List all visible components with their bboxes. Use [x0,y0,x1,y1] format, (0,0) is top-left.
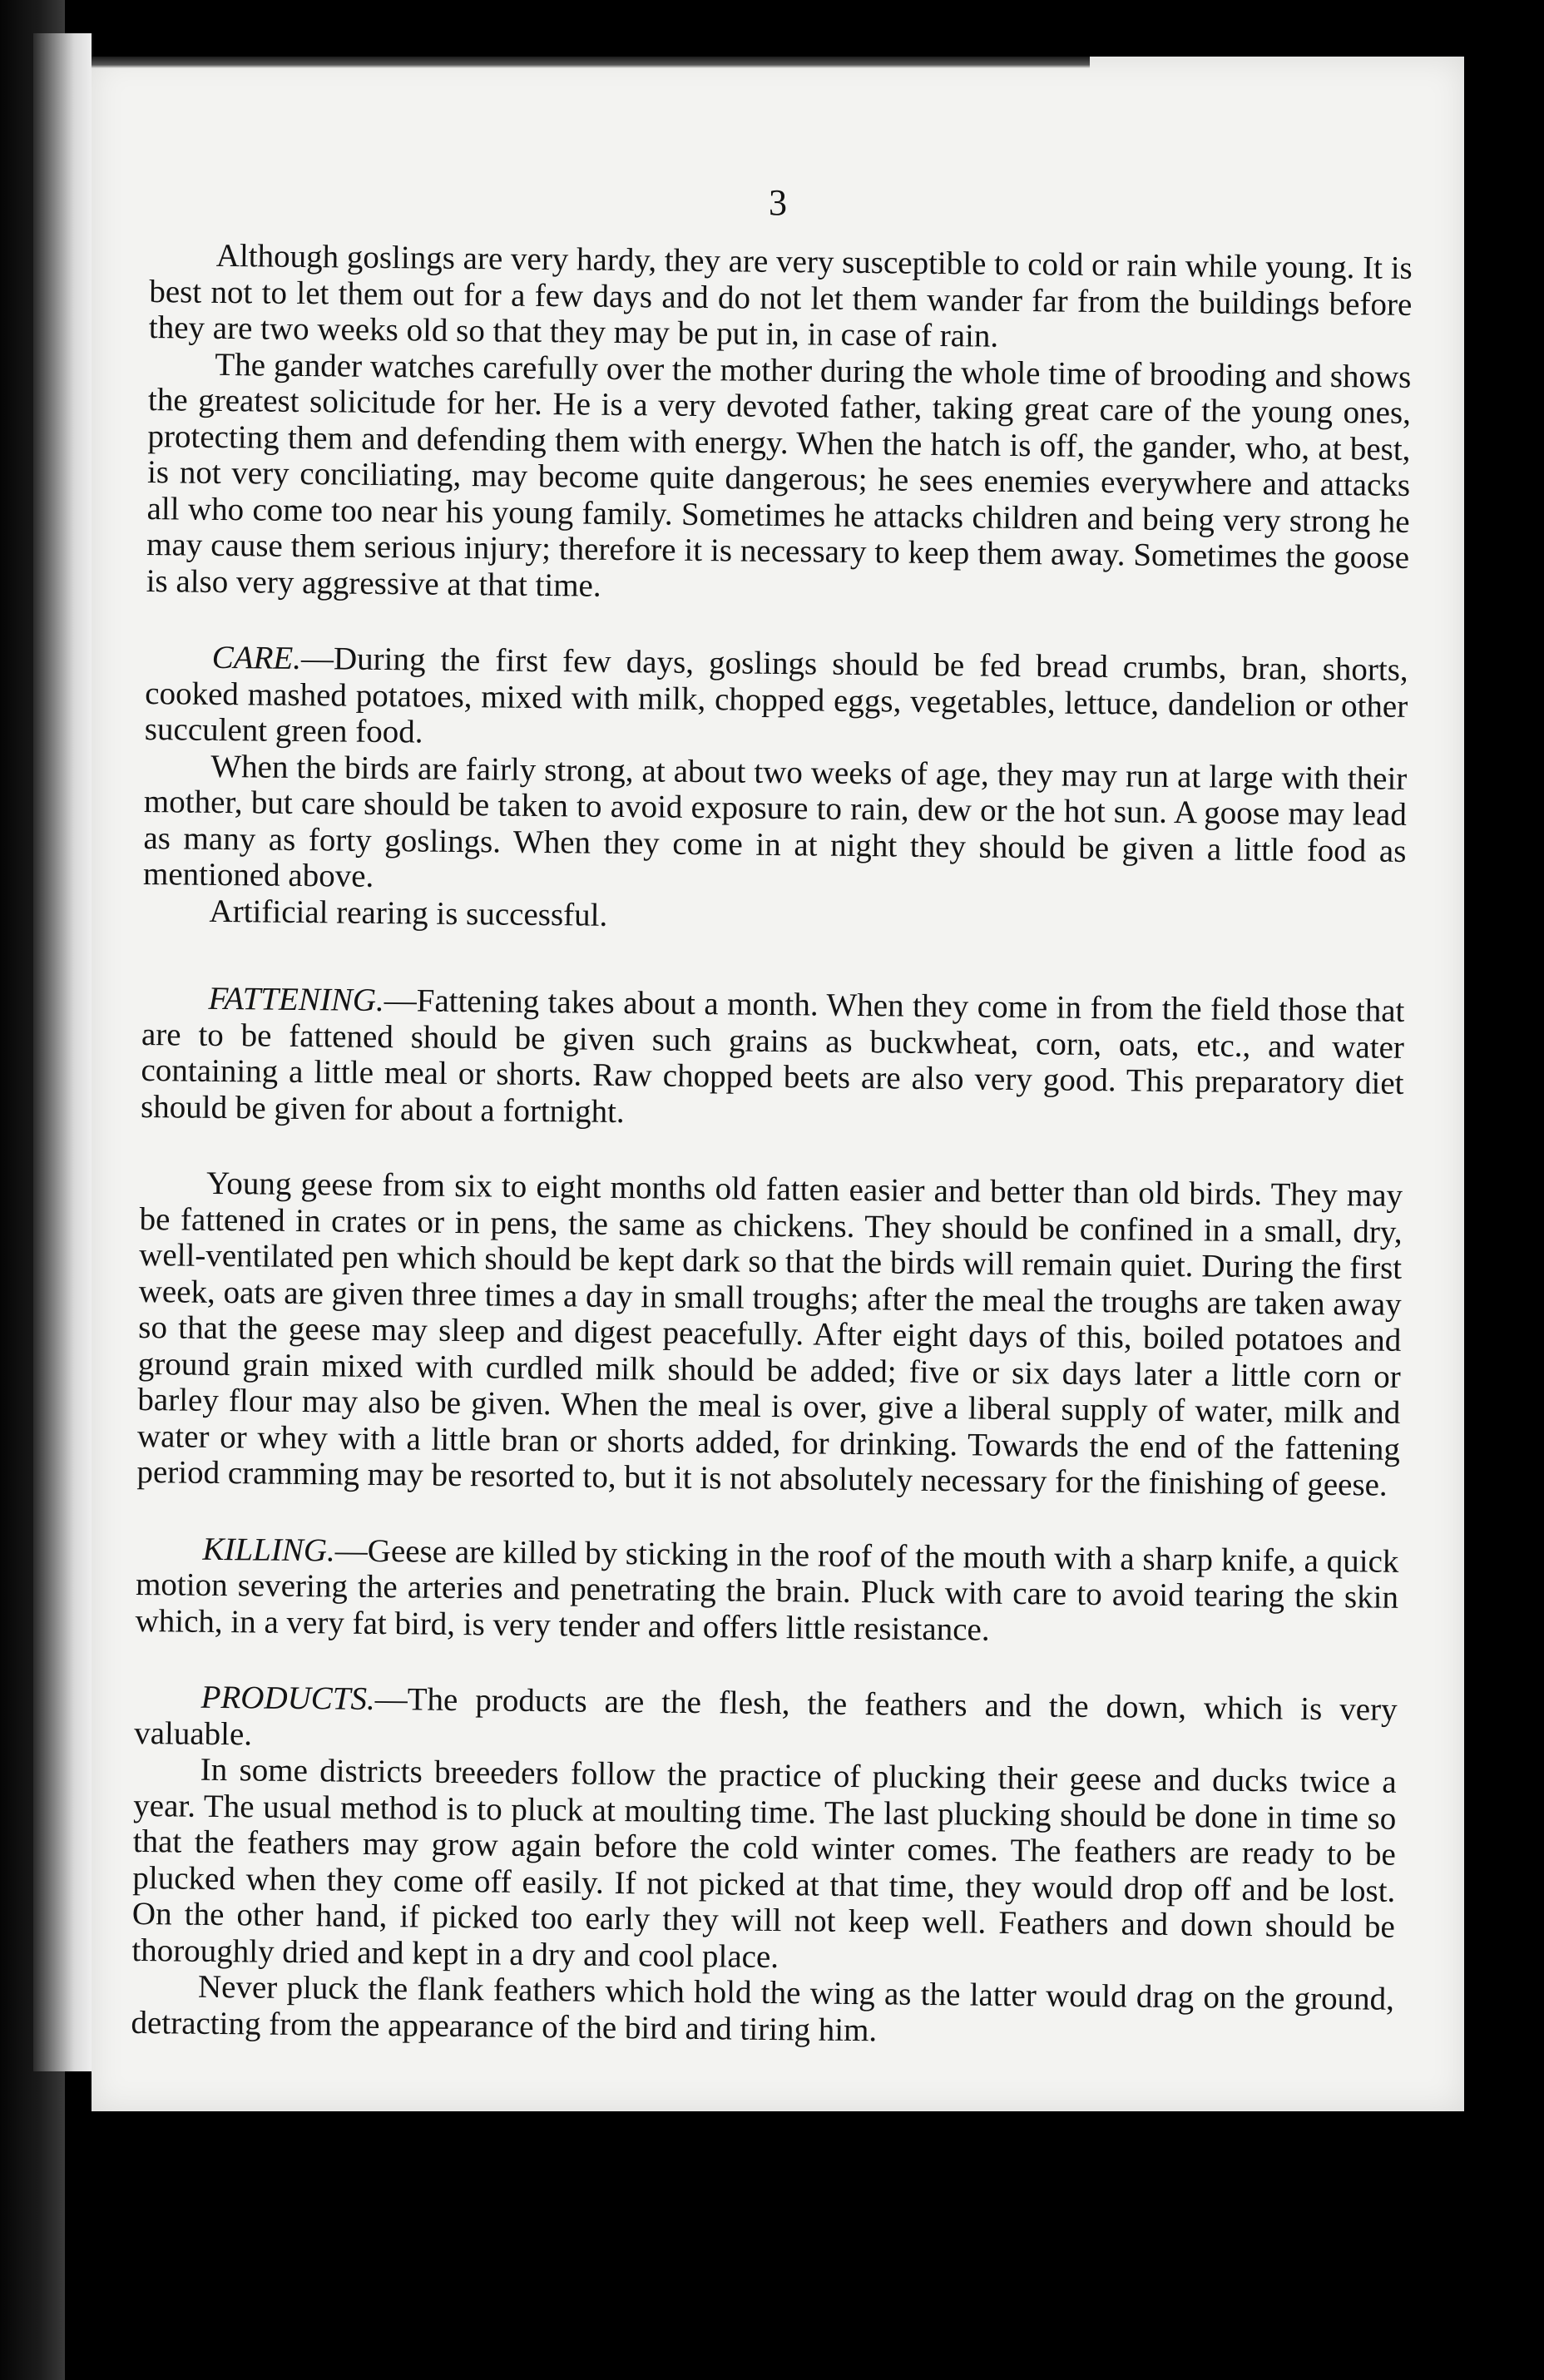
paragraph-killing-text: —Geese are killed by sticking in the roof of the mouth with a sharp knife, a quick motion severing the arteries and penetrating the brain. Pluck with care to avoid tearing the skin which, in a very fat bird, is very tender and offers little resistance. [135,1531,1399,1648]
paragraph-products-text: —The products are the flesh, the feathers and the down, which is very valuable. [133,1680,1398,1752]
paragraph-artificial-rearing: Artificial rearing is successful. [209,893,608,933]
paragraph-goslings-intro: Although goslings are very hardy, they are very susceptible to cold or rain while young. It is best not to let them out for a few days and do not let them wander far from the buildings before they are two weeks old so that they may be put in, in case of rain. [148,237,1413,354]
paragraph-fattening-text: —Fattening takes about a month. When they come in from the field those that are to be fattened should be given such grains as buckwheat, corn, oats, etc., and water containing a little meal or shorts. Raw chopped beets are also very good. This preparatory diet should be given for about a fortnight. [140,982,1405,1130]
paragraph-products [134,1679,1398,1764]
paragraph-care-text: —During the first few days, goslings should be fed bread crumbs, bran, shorts, cooked mashed potatoes, mixed with milk, chopped eggs, vegetables, lettuce, dandelion or other succulent green food. [144,640,1408,750]
section-label-fattening: FATTENING. [208,980,384,1019]
section-label-care: CARE. [211,639,302,676]
paragraph-birds-strong: When the birds are fairly strong, at about two weeks of age, they may run at large with their mother, but care should be taken to avoid exposure to rain, dew or the hot sun. A goose may lead as many as forty goslings. When they come in at night they should be given a little food as mentioned above. [142,748,1408,894]
section-label-killing: KILLING. [202,1531,336,1568]
paragraph-gander: The gander watches carefully over the mother during the whole time of brooding and shows the greatest solicitude for her. He is a very devoted father, taking great care of the young ones, protecting them and defending them with energy. When the hatch is off, the gander, who, at best, is not very conciliating, may become quite dangerous; he sees enemies everywhere and attacks all who come too near his young family. Sometimes he attacks children and being very strong he may cause them serious injury; therefore it is necessary to keep them away. Sometimes the goose is also very aggressive at that time. [146,346,1412,604]
paragraph-young-geese: Young geese from six to eight months old fatten easier and better than old birds. They may be fattened in crates or in pens, the same as chickens. They should be confined in a small, dry, well-ventilated pen which should be kept dark so that the birds will remain quiet. During the first week, oats are given three times a day in small troughs; after the meal the troughs are taken away so that the geese may sleep and digest peacefully. After eight days of this, boiled potatoes and ground grain mixed with curdled milk should be added; five or six days later a little corn or barley flour may also be given. When the meal is over, give a liberal supply of water, milk and water or whey with a little bran or shorts added, for drinking. Towards the end of the fattening period cramming may be resorted to, but it is not absolutely necessary for the finishing of geese. [136,1165,1403,1503]
facing-page-edge [33,33,93,2071]
page-top-shadow [92,57,1090,68]
paragraph-plucking: In some districts breeeders follow the practice of plucking their geese and ducks twice a year. The usual method is to pluck at moulting time. The last plucking should be done in time so that the feathers may grow again before the cold winter comes. The feathers are ready to be plucked when they come off easily. If not picked at that time, they would drop off and be lost. On the other hand, if picked too early they will not keep well. Feathers and down should be thoroughly dried and kept in a dry and cool place. [131,1751,1397,1975]
page-body [131,237,1413,2054]
scan-right-edge [1469,0,1544,2380]
document-page [92,57,1464,2111]
paragraph-flank-feathers: Never pluck the flank feathers which hold the wing as the latter would drag on the ground, detracting from the appearance of the bird and tiring him. [131,1968,1395,2048]
page-number: 3 [769,182,787,223]
paragraph-fattening [141,980,1405,1138]
paragraph-killing [135,1530,1398,1651]
paragraph-care [145,639,1408,760]
section-label-products: PRODUCTS. [200,1679,375,1717]
